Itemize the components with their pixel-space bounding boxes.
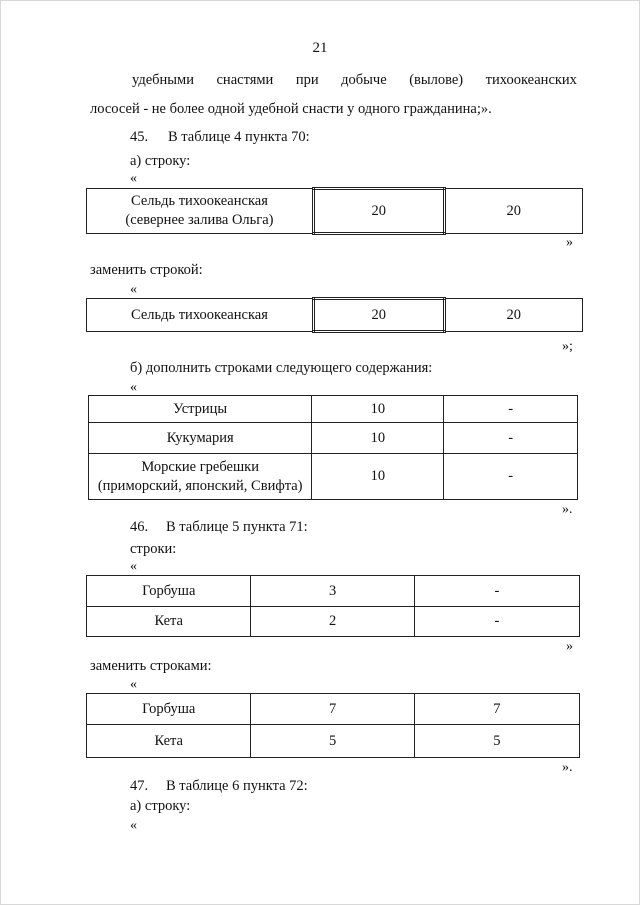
table-45-row-new	[86, 297, 583, 333]
item-47-text: В таблице 6 пункта 72:	[166, 778, 308, 794]
paragraph-line-2: лососей - не более одной удебной снасти у одного гражданина;».	[90, 101, 492, 117]
table-cell-species: Кета	[87, 725, 251, 758]
table-row	[87, 576, 580, 607]
table-cell-value: 7	[414, 694, 579, 725]
word: удебными	[132, 72, 194, 88]
table-row	[89, 454, 578, 500]
close-quote: »	[566, 235, 573, 250]
table-cell-value: 3	[251, 576, 414, 607]
table-row	[87, 694, 580, 725]
open-quote: «	[130, 559, 137, 574]
close-quote: ».	[562, 502, 573, 517]
item-45-number: 45.	[130, 129, 149, 145]
item-47-number: 47.	[130, 778, 149, 794]
table-cell-value: -	[444, 423, 578, 454]
page-number: 21	[312, 40, 328, 56]
close-quote: ».	[562, 760, 573, 775]
table-cell-species	[89, 454, 312, 500]
open-quote: «	[130, 818, 137, 833]
replace-label: заменить строкой:	[90, 262, 203, 278]
table-cell-value: -	[414, 607, 579, 637]
table-cell-value: 5	[414, 725, 579, 758]
open-quote: «	[130, 171, 137, 186]
table-cell-value: 2	[251, 607, 414, 637]
table-row	[89, 396, 578, 423]
table-row	[87, 725, 580, 758]
table-cell-species: Кукумария	[89, 423, 312, 454]
table-cell-value: 10	[312, 423, 444, 454]
word: снастями	[216, 72, 274, 88]
item-45-text: В таблице 4 пункта 70:	[168, 129, 310, 145]
table-cell-species: Кета	[87, 607, 251, 637]
table-cell-value: -	[414, 576, 579, 607]
table-row	[87, 607, 580, 637]
cell-line: Сельдь тихоокеанская	[130, 193, 268, 209]
table-cell-value: 7	[251, 694, 414, 725]
item-46-text: В таблице 5 пункта 71:	[166, 519, 308, 535]
table-cell-value: 5	[251, 725, 414, 758]
table-cell-species: Устрицы	[89, 396, 312, 423]
table-cell-value: -	[444, 454, 578, 500]
table-row	[87, 299, 583, 332]
table-46-rows-new	[86, 693, 580, 758]
cell-line: (приморский, японский, Свифта)	[97, 477, 303, 494]
item-47-a-label: а) строку:	[130, 798, 191, 814]
table-cell-value: 20	[444, 299, 582, 332]
item-45-a-label: а) строку:	[130, 153, 191, 169]
table-46-rows-old	[86, 575, 580, 637]
open-quote: «	[130, 282, 137, 297]
table-row	[87, 189, 583, 234]
cell-line: (севернее залива Ольга)	[125, 212, 274, 228]
table-cell-species	[87, 189, 314, 234]
item-46-number: 46.	[130, 519, 149, 535]
table-45-row-old	[86, 187, 583, 235]
table-cell-species: Горбуша	[87, 576, 251, 607]
close-quote: »;	[562, 339, 573, 354]
open-quote: «	[130, 380, 137, 395]
table-cell-value: 20	[444, 189, 582, 234]
table-cell-value: -	[444, 396, 578, 423]
word: добыче	[341, 72, 387, 88]
table-row	[89, 423, 578, 454]
table-cell-value: 10	[312, 454, 444, 500]
word: (вылове)	[409, 72, 464, 88]
table-cell-species: Горбуша	[87, 694, 251, 725]
table-cell-value: 20	[313, 189, 444, 234]
table-45-added-rows	[88, 395, 578, 500]
table-cell-species: Сельдь тихоокеанская	[87, 299, 314, 332]
item-46-rows-label: строки:	[130, 541, 177, 557]
table-cell-value: 10	[312, 396, 444, 423]
open-quote: «	[130, 677, 137, 692]
table-cell-value: 20	[313, 299, 444, 332]
replace-label: заменить строками:	[90, 658, 212, 674]
paragraph-line-1	[132, 72, 577, 89]
word: при	[295, 72, 319, 88]
close-quote: »	[566, 639, 573, 654]
word: тихоокеанских	[485, 72, 577, 88]
item-45-b-label: б) дополнить строками следующего содержания:	[130, 360, 433, 376]
cell-line: Морские гребешки	[141, 458, 259, 475]
